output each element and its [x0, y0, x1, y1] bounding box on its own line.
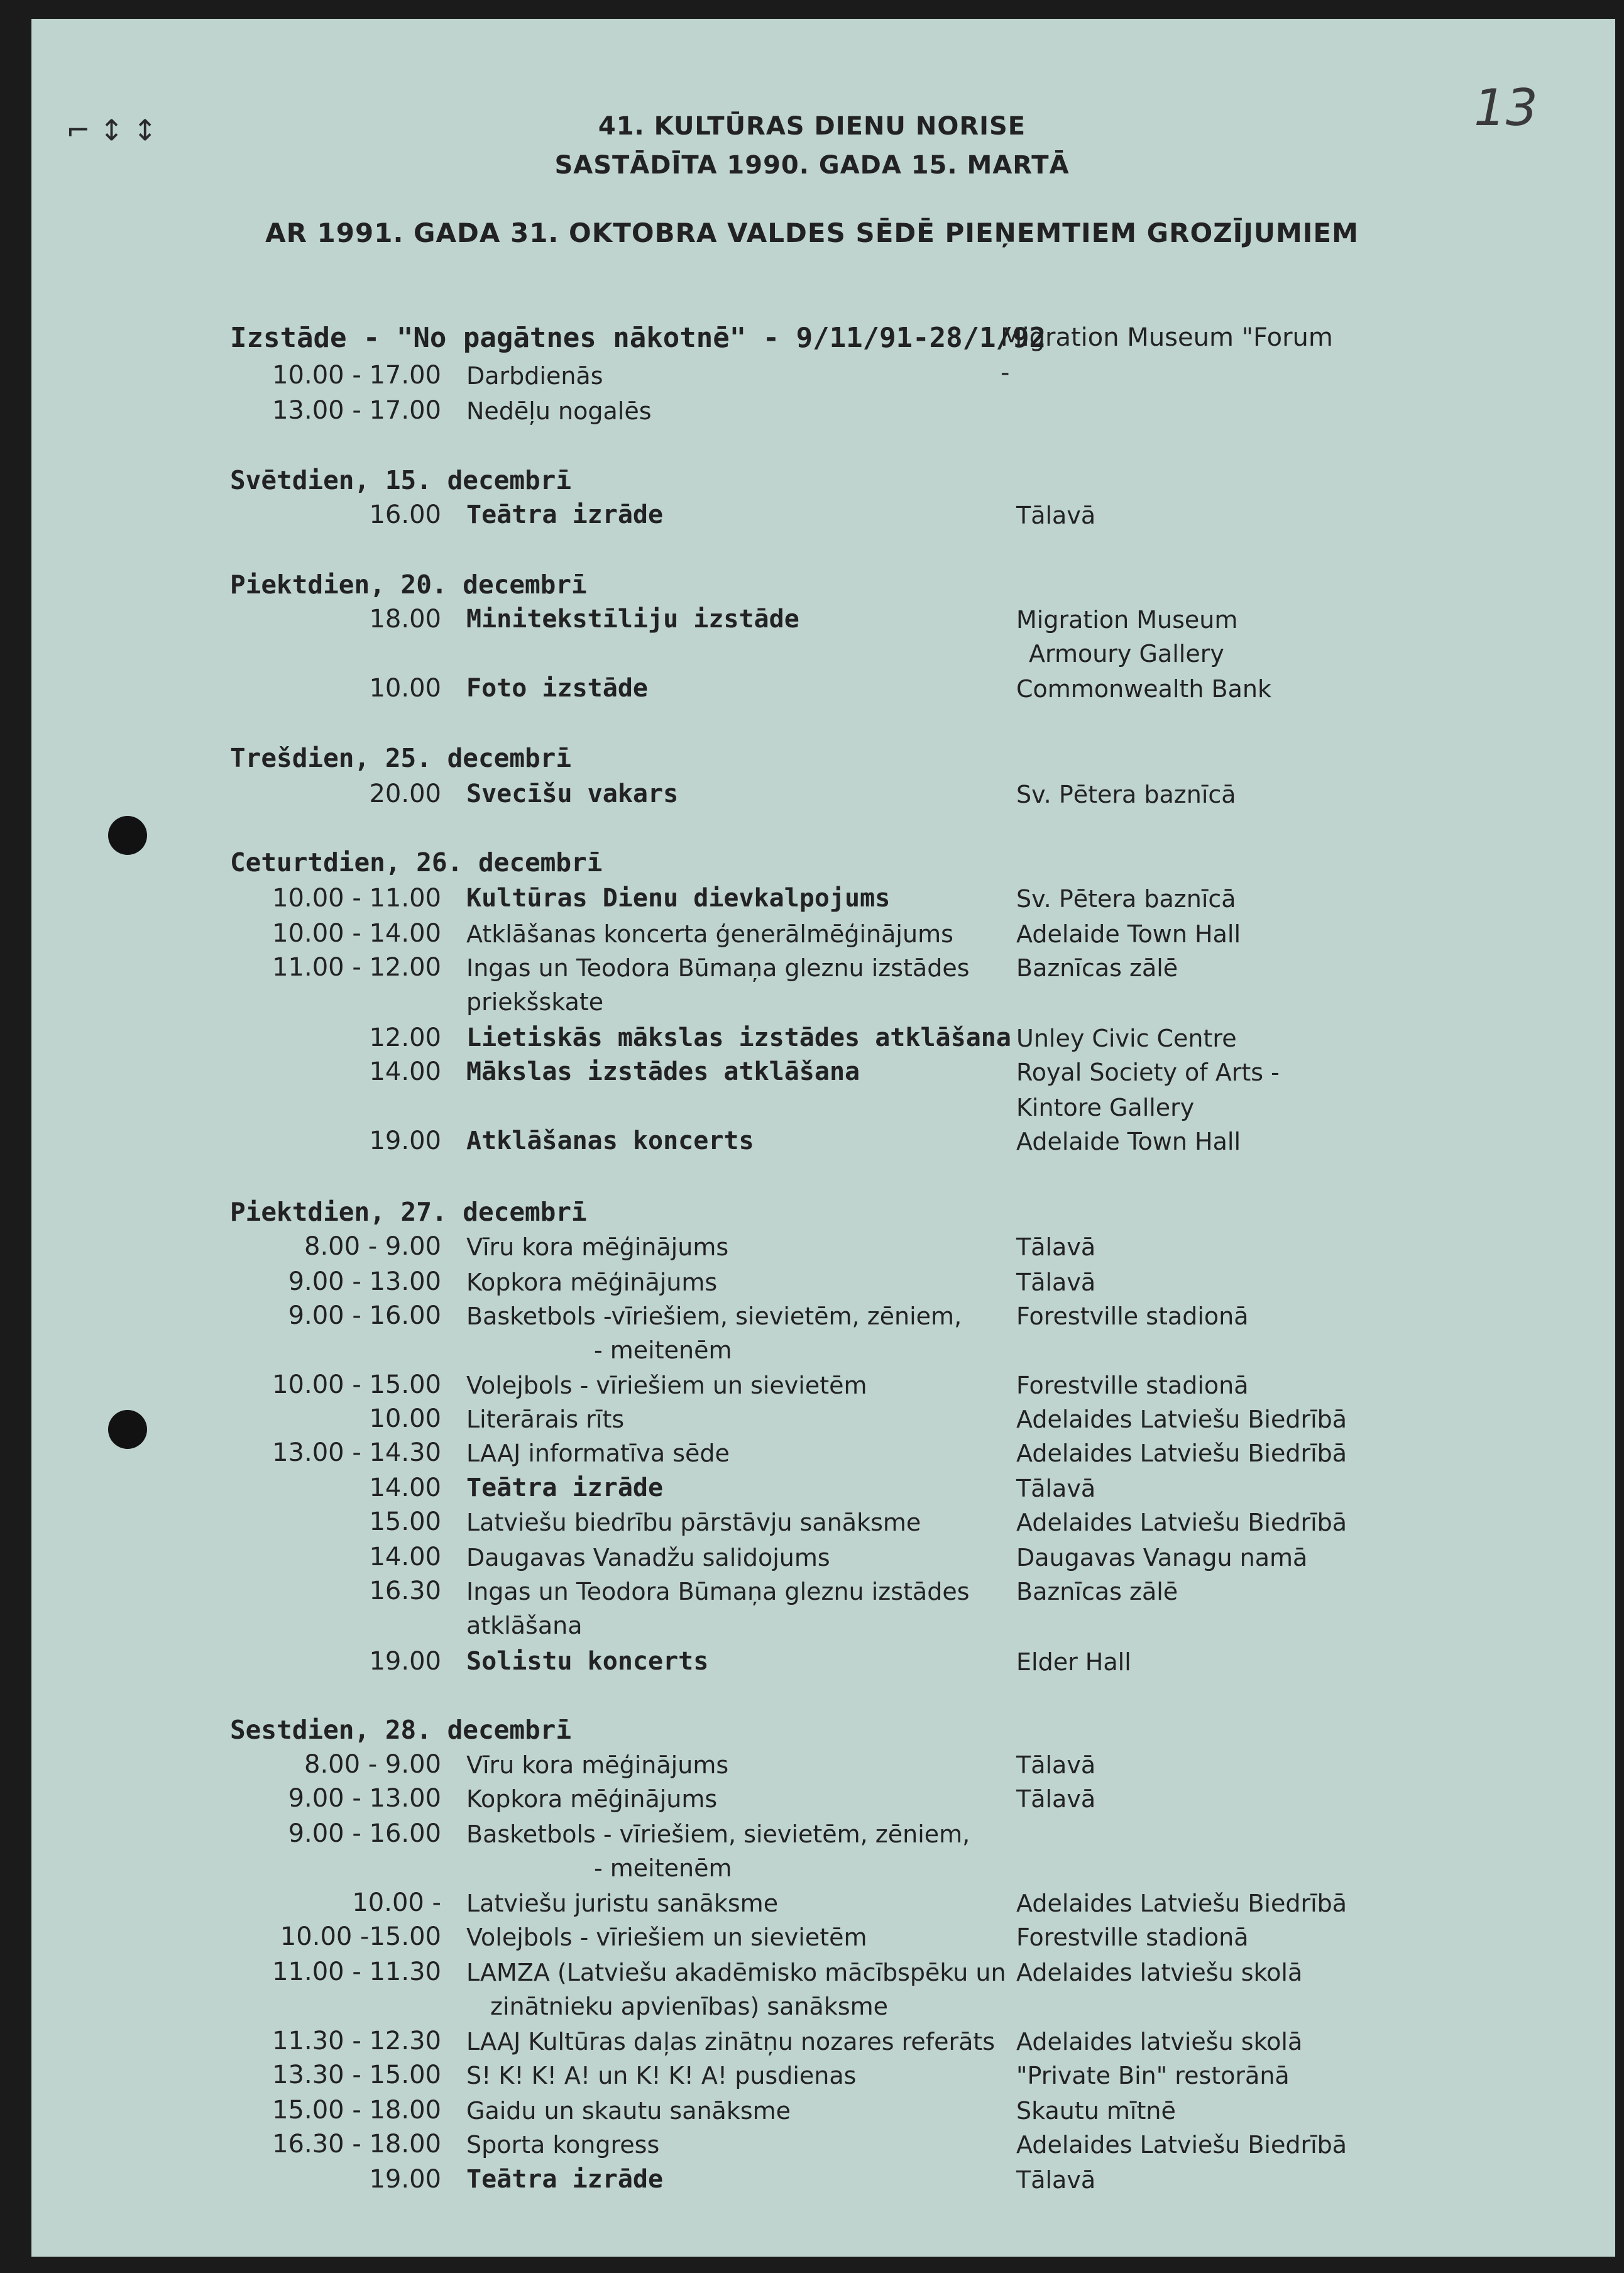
event-title: Teātra izrāde: [466, 2165, 664, 2194]
event-title: Svecīšu vakars: [466, 779, 679, 808]
event-title: Ingas un Teodora Būmaņa gleznu izstādes: [466, 954, 970, 982]
event-venue: Adelaides Latviešu Biedrībā: [1016, 2131, 1347, 2159]
event-title: Sporta kongress: [466, 2131, 660, 2159]
event-time: 10.00 - 15.00: [272, 1370, 441, 1399]
page-number: 13: [1474, 79, 1538, 137]
event-title: Mākslas izstādes atklāšana: [466, 1057, 860, 1086]
exhibition-hours-time: 13.00 - 17.00: [272, 396, 441, 425]
event-title: LAMZA (Latviešu akadēmisko mācībspēku un: [466, 1959, 1006, 1986]
event-time: 16.00: [369, 500, 441, 529]
handwritten-mark: ⌐ ↕ ↕: [66, 113, 157, 147]
event-venue: Tālavā: [1016, 1751, 1096, 1779]
event-title: Daugavas Vanadžu salidojums: [466, 1544, 830, 1571]
event-title: Vīru kora mēģinājums: [466, 1751, 729, 1779]
exhibition-title: Izstāde - "No pagātnes nākotnē" - 9/11/91-28/1/92: [230, 322, 1046, 354]
event-title: Latviešu juristu sanāksme: [466, 1890, 779, 1917]
event-venue: Kintore Gallery: [1016, 1094, 1195, 1121]
event-title: Kultūras Dienu dievkalpojums: [466, 884, 891, 913]
event-time: 12.00: [369, 1023, 441, 1052]
event-title: Literārais rīts: [466, 1406, 625, 1433]
event-venue: Adelaides latviešu skolā: [1016, 1959, 1303, 1986]
event-venue: Tālavā: [1016, 1475, 1096, 1502]
event-title-cont: - meitenēm: [594, 1854, 732, 1882]
event-title-cont: atklāšana: [466, 1612, 583, 1639]
event-title: Gaidu un skautu sanāksme: [466, 2097, 791, 2125]
event-venue: Forestville stadionā: [1016, 1924, 1249, 1951]
day-heading: Ceturtdien, 26. decembrī: [230, 847, 603, 878]
event-time: 14.00: [369, 1543, 441, 1571]
event-title: Latviešu biedrību pārstāvju sanāksme: [466, 1509, 921, 1536]
event-venue: Commonwealth Bank: [1016, 675, 1271, 703]
event-venue: Adelaides Latviešu Biedrībā: [1016, 1509, 1347, 1536]
event-title-cont: - meitenēm: [594, 1336, 732, 1364]
event-time: 10.00 - 14.00: [272, 919, 441, 948]
event-time: 16.30 - 18.00: [272, 2130, 441, 2159]
event-title: Solistu koncerts: [466, 1647, 709, 1676]
event-venue: Armoury Gallery: [1029, 640, 1224, 668]
event-title: Kopkora mēģinājums: [466, 1785, 718, 1813]
day-heading: Sestdien, 28. decembrī: [230, 1715, 572, 1745]
event-venue: Forestville stadionā: [1016, 1372, 1249, 1399]
event-time: 10.00: [369, 1404, 441, 1433]
event-venue: Adelaides Latviešu Biedrībā: [1016, 1439, 1347, 1467]
title-line-2: SASTĀDĪTA 1990. GADA 15. MARTĀ: [554, 151, 1070, 180]
event-venue: Adelaide Town Hall: [1016, 920, 1241, 948]
event-title-cont: priekšskate: [466, 988, 604, 1016]
punch-hole: [108, 1410, 147, 1449]
event-title: Foto izstāde: [466, 674, 648, 703]
event-title: Ingas un Teodora Būmaņa gleznu izstādes: [466, 1578, 970, 1605]
event-title: Atklāšanas koncerta ģenerālmēģinājums: [466, 920, 953, 948]
event-venue: Unley Civic Centre: [1016, 1025, 1237, 1052]
title-line-1: 41. KULTŪRAS DIENU NORISE: [598, 112, 1026, 141]
event-venue: Tālavā: [1016, 1233, 1096, 1261]
exhibition-venue: Migration Museum "Forum: [1001, 323, 1333, 352]
event-time: 16.30: [369, 1577, 441, 1605]
event-venue: Baznīcas zālē: [1016, 1578, 1178, 1605]
exhibition-venue-cont: -: [1001, 358, 1010, 387]
event-time: 14.00: [369, 1473, 441, 1502]
event-time: 9.00 - 13.00: [288, 1784, 441, 1813]
event-venue: Tālavā: [1016, 1785, 1096, 1813]
event-time: 11.30 - 12.30: [272, 2027, 441, 2056]
event-venue: Migration Museum: [1016, 606, 1238, 634]
event-venue: Elder Hall: [1016, 1648, 1131, 1676]
event-title: LAAJ Kultūras daļas zinātņu nozares referāts: [466, 2028, 996, 2056]
day-heading: Piektdien, 27. decembrī: [230, 1197, 587, 1227]
event-venue: Adelaides latviešu skolā: [1016, 2028, 1303, 2056]
event-time: 10.00 - 11.00: [272, 884, 441, 913]
event-venue: Adelaides Latviešu Biedrībā: [1016, 1406, 1347, 1433]
event-time: 9.00 - 16.00: [288, 1819, 441, 1848]
punch-hole: [108, 816, 147, 855]
event-time: 11.00 - 12.00: [272, 953, 441, 982]
day-heading: Piektdien, 20. decembrī: [230, 570, 587, 600]
event-title: Kopkora mēģinājums: [466, 1269, 718, 1296]
event-venue: Royal Society of Arts -: [1016, 1059, 1280, 1086]
event-venue: Daugavas Vanagu namā: [1016, 1544, 1308, 1571]
event-title: Vīru kora mēģinājums: [466, 1233, 729, 1261]
event-time: 9.00 - 16.00: [288, 1301, 441, 1330]
event-venue: Adelaides Latviešu Biedrībā: [1016, 1890, 1347, 1917]
event-venue: Tālavā: [1016, 1269, 1096, 1296]
event-time: 20.00: [369, 779, 441, 808]
event-title-cont: zinātnieku apvienības) sanāksme: [490, 1993, 889, 2020]
event-time: 10.00: [369, 674, 441, 703]
event-time: 10.00 -: [352, 1888, 441, 1917]
event-time: 15.00 - 18.00: [272, 2096, 441, 2125]
event-time: 11.00 - 11.30: [272, 1957, 441, 1986]
event-title: Volejbols - vīriešiem un sievietēm: [466, 1372, 867, 1399]
event-title: Minitekstīliju izstāde: [466, 605, 799, 634]
event-venue: Sv. Pētera baznīcā: [1016, 781, 1236, 808]
event-title: Basketbols -vīriešiem, sievietēm, zēniem,: [466, 1302, 962, 1330]
event-venue: Skautu mītnē: [1016, 2097, 1176, 2125]
exhibition-hours-time: 10.00 - 17.00: [272, 361, 441, 390]
event-venue: Forestville stadionā: [1016, 1302, 1249, 1330]
event-title: Teātra izrāde: [466, 1473, 664, 1502]
event-title: S! K! K! A! un K! K! A! pusdienas: [466, 2062, 857, 2089]
exhibition-hours-label: Nedēļu nogalēs: [466, 397, 652, 425]
day-heading: Trešdien, 25. decembrī: [230, 743, 572, 773]
event-title: Atklāšanas koncerts: [466, 1126, 754, 1155]
event-time: 19.00: [369, 1126, 441, 1155]
event-time: 10.00 -15.00: [280, 1922, 441, 1951]
event-time: 9.00 - 13.00: [288, 1267, 441, 1296]
event-time: 13.30 - 15.00: [272, 2061, 441, 2089]
event-time: 8.00 - 9.00: [304, 1232, 441, 1261]
event-title: Lietiskās mākslas izstādes atklāšana: [466, 1023, 1011, 1052]
event-venue: Tālavā: [1016, 502, 1096, 529]
event-title: Volejbols - vīriešiem un sievietēm: [466, 1924, 867, 1951]
event-time: 8.00 - 9.00: [304, 1750, 441, 1779]
event-time: 14.00: [369, 1057, 441, 1086]
event-venue: Sv. Pētera baznīcā: [1016, 885, 1236, 913]
event-venue: Tālavā: [1016, 2166, 1096, 2194]
event-time: 19.00: [369, 2165, 441, 2194]
day-heading: Svētdien, 15. decembrī: [230, 465, 572, 495]
event-venue: "Private Bin" restorānā: [1016, 2062, 1290, 2089]
event-venue: Adelaide Town Hall: [1016, 1128, 1241, 1155]
subtitle-amendments: AR 1991. GADA 31. OKTOBRA VALDES SĒDĒ PIEŅEMTIEM GROZĪJUMIEM: [265, 217, 1359, 248]
event-title: Basketbols - vīriešiem, sievietēm, zēniem,: [466, 1820, 970, 1848]
event-time: 15.00: [369, 1507, 441, 1536]
event-time: 13.00 - 14.30: [272, 1438, 441, 1467]
event-title: LAAJ informatīva sēde: [466, 1439, 730, 1467]
event-title: Teātra izrāde: [466, 500, 664, 529]
event-venue: Baznīcas zālē: [1016, 954, 1178, 982]
exhibition-hours-label: Darbdienās: [466, 362, 603, 390]
event-time: 18.00: [369, 605, 441, 634]
event-time: 19.00: [369, 1647, 441, 1676]
